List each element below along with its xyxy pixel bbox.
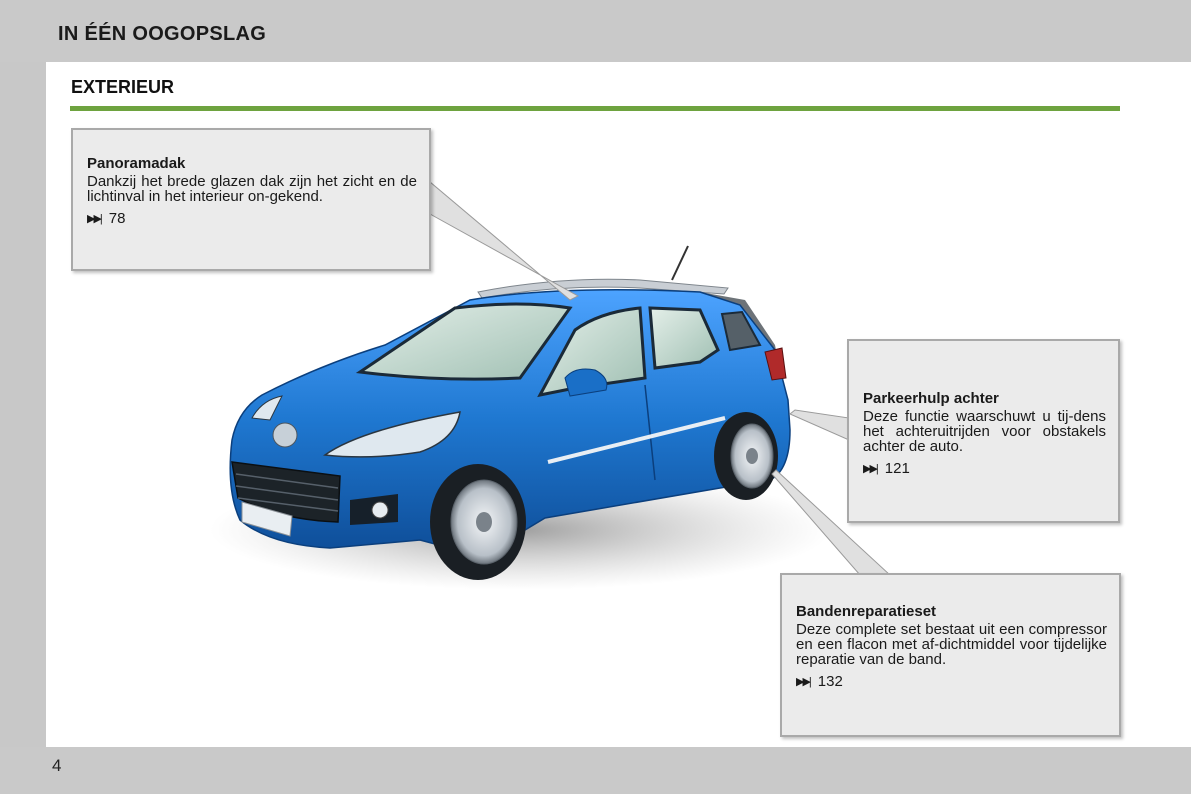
callout-title: Panoramadak bbox=[87, 155, 186, 172]
page-reference[interactable] bbox=[863, 460, 1106, 477]
page-reference-number: 132 bbox=[817, 673, 843, 690]
page-reference[interactable] bbox=[796, 673, 1107, 690]
callout-title: Parkeerhulp achter bbox=[863, 390, 999, 407]
page-reference-icon: ▶▶| bbox=[87, 213, 101, 225]
front-wheel bbox=[430, 464, 526, 580]
callout-text: Deze complete set bestaat uit een compressor en een flacon met af-dichtmiddel voor tijdelijke reparatie van de band. bbox=[796, 621, 1107, 668]
page-reference-icon: ▶▶| bbox=[796, 676, 810, 688]
leader-parking bbox=[790, 410, 849, 440]
peugeot-logo bbox=[273, 423, 297, 447]
page-reference-number: 78 bbox=[108, 210, 126, 227]
rear-wheel bbox=[714, 412, 778, 500]
page-reference-icon: ▶▶| bbox=[863, 463, 877, 475]
page-reference-number: 121 bbox=[884, 460, 910, 477]
callout-text: Deze functie waarschuwt u tij-dens het achteruitrijden voor obstakels achter de auto. bbox=[863, 408, 1106, 455]
callout-bandenreparatieset bbox=[780, 573, 1121, 737]
page-header-title: IN ÉÉN OOGOPSLAG bbox=[58, 23, 267, 45]
page-reference[interactable] bbox=[87, 210, 417, 227]
antenna bbox=[672, 246, 688, 280]
callout-panoramadak bbox=[71, 128, 431, 271]
footer-bar bbox=[0, 747, 1191, 794]
callout-text: Dankzij het brede glazen dak zijn het zicht en de lichtinval in het interieur on-gekend. bbox=[87, 173, 417, 205]
callout-title: Bandenreparatieset bbox=[796, 603, 937, 620]
section-title: EXTERIEUR bbox=[71, 77, 175, 97]
page-number: 4 bbox=[52, 756, 62, 775]
callout-parkeerhulp bbox=[847, 339, 1120, 523]
